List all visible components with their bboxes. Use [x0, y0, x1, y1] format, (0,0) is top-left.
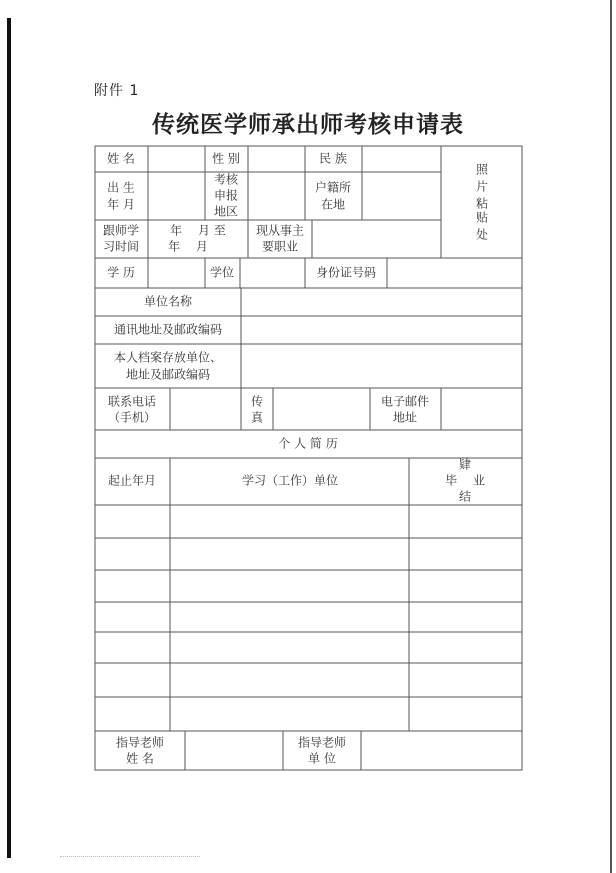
archive-field[interactable]: [242, 345, 521, 387]
resume-row[interactable]: [96, 539, 522, 569]
education-field[interactable]: [149, 259, 204, 287]
resume-row[interactable]: [96, 698, 522, 730]
resume-row[interactable]: [96, 506, 522, 537]
birth-field[interactable]: [149, 173, 204, 219]
unit-name-field[interactable]: [242, 289, 521, 315]
name-label: 姓 名: [107, 151, 135, 166]
email-field[interactable]: [442, 389, 521, 429]
teacher-unit-label-1: 指导老师: [297, 735, 347, 750]
birth-label-1: 出 生: [107, 180, 135, 195]
ethnicity-field[interactable]: [363, 147, 440, 171]
address-field[interactable]: [242, 317, 521, 343]
teacher-unit-field[interactable]: [362, 732, 521, 769]
archive-label-1: 本人档案存放单位、: [113, 350, 223, 365]
email-label-1: 电子邮件: [380, 394, 430, 409]
household-label-2: 在地: [320, 197, 346, 212]
exam-region-label-1: 考核: [213, 172, 239, 187]
fax-field[interactable]: [274, 389, 369, 429]
resume-heading: 个 人 简 历: [278, 436, 338, 451]
resume-row[interactable]: [96, 633, 522, 662]
gender-field[interactable]: [249, 147, 304, 171]
exam-region-label-3: 地区: [213, 204, 239, 219]
photo-label-5: 处: [475, 227, 489, 242]
resume-row[interactable]: [96, 571, 522, 601]
household-field[interactable]: [363, 173, 440, 219]
archive-label-2: 地址及邮政编码: [125, 367, 211, 382]
graduation-header-2: 毕 业: [445, 473, 485, 488]
graduation-header-3: 结: [458, 489, 472, 504]
exam-region-field[interactable]: [249, 173, 304, 219]
teacher-unit-label-2: 单 位: [308, 751, 336, 766]
id-number-label: 身份证号码: [315, 265, 377, 280]
graduation-header-1: 肄: [458, 457, 472, 472]
photo-label-1: 照: [475, 162, 489, 177]
study-period-from[interactable]: 年 月 至: [170, 223, 226, 238]
phone-field[interactable]: [171, 389, 240, 429]
fax-label-1: 传: [250, 394, 264, 409]
name-field[interactable]: [149, 147, 204, 171]
unit-name-label: 单位名称: [143, 294, 193, 309]
degree-field[interactable]: [241, 259, 304, 287]
teacher-name-label-1: 指导老师: [115, 735, 165, 750]
current-job-field[interactable]: [313, 221, 440, 257]
phone-label-1: 联系电话: [107, 394, 157, 409]
email-label-2: 地址: [392, 410, 418, 425]
fax-label-2: 真: [250, 410, 264, 425]
teacher-name-field[interactable]: [186, 732, 282, 769]
degree-label: 学位: [209, 265, 235, 280]
current-job-label-1: 现从事主: [255, 223, 305, 238]
current-job-label-2: 要职业: [261, 239, 299, 254]
ethnicity-label: 民 族: [319, 151, 347, 166]
photo-label-4: 贴: [475, 210, 489, 225]
unit-header: 学习（工作）单位: [241, 473, 339, 488]
address-label: 通讯地址及邮政编码: [113, 322, 223, 337]
photo-label-3: 粘: [475, 196, 489, 211]
attachment-label: 附件 1: [94, 83, 140, 99]
page-title: 传统医学师承出师考核申请表: [152, 111, 464, 138]
phone-label-2: （手机）: [107, 410, 157, 425]
exam-region-label-2: 申报: [213, 188, 239, 203]
resume-row[interactable]: [96, 664, 522, 696]
birth-label-2: 年 月: [107, 197, 135, 212]
scan-footer-marks: [60, 856, 200, 858]
household-label-1: 户籍所: [314, 180, 352, 195]
teacher-name-label-2: 姓 名: [126, 751, 154, 766]
education-label: 学 历: [107, 265, 135, 280]
study-time-label-2: 习时间: [102, 239, 140, 254]
period-header: 起止年月: [107, 473, 157, 488]
study-time-label-1: 跟师学: [102, 223, 140, 238]
study-period-to[interactable]: 年 月: [168, 239, 208, 254]
photo-label-2: 片: [475, 179, 489, 194]
resume-row[interactable]: [96, 603, 522, 631]
id-number-field[interactable]: [388, 259, 521, 287]
gender-label: 性 别: [212, 151, 240, 166]
